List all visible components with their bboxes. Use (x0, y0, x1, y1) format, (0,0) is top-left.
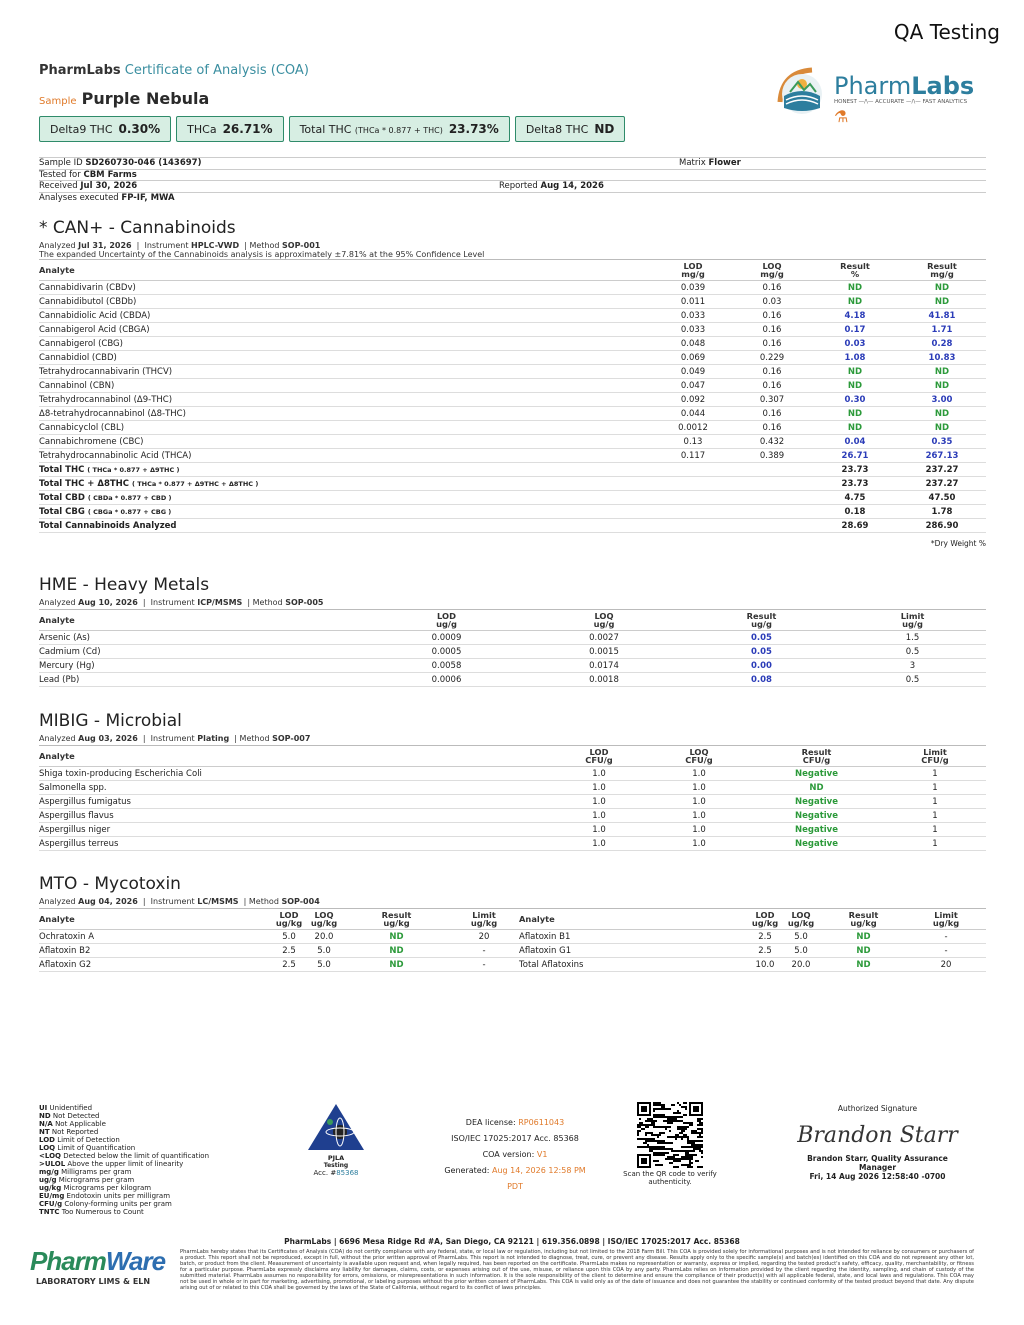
table-row (39, 323, 986, 337)
table-cell: ND (812, 295, 898, 309)
legend-item: LOD Limit of Detection (39, 1136, 120, 1144)
table-cell: 0.307 (732, 393, 812, 407)
abbreviation-legend (39, 1104, 209, 1216)
table-cell: 0.0009 (369, 631, 524, 645)
table-cell: Cannabicyclol (CBL) (39, 421, 654, 435)
dea-license: DEA license: RP0611043 (465, 1118, 565, 1127)
metals-title: HME - Heavy Metals (39, 575, 210, 595)
legend-item: <LOQ Detected below the limit of quantification (39, 1152, 210, 1160)
table-cell: ND (812, 421, 898, 435)
table-cell: Negative (749, 795, 884, 809)
column-header: LOQ ug/kg (304, 909, 344, 930)
table-cell: 0.16 (732, 407, 812, 421)
column-header: LOQ mg/g (732, 260, 812, 281)
table-row (39, 421, 986, 435)
legend-item: EU/mg Endotoxin units per milligram (39, 1192, 171, 1200)
table-cell: 20 (906, 958, 986, 972)
table-row (39, 823, 986, 837)
coa-version: COA version: V1 (482, 1150, 548, 1159)
table-cell: 0.00 (684, 659, 839, 673)
table-cell: 1.08 (812, 351, 898, 365)
table-cell: Ochratoxin A (39, 930, 274, 944)
table-cell: 0.16 (732, 281, 812, 295)
legend-item: TNTC Too Numerous to Count (39, 1208, 144, 1216)
table-row (39, 435, 986, 449)
mycotoxin-title: MTO - Mycotoxin (39, 874, 181, 894)
table-row (39, 781, 986, 795)
qr-caption: Scan the QR code to verify authenticity. (623, 1170, 717, 1186)
pharmware-logo: PharmWare LABORATORY LIMS & ELN (30, 1246, 166, 1286)
table-row (39, 281, 986, 295)
pjla-acc: Acc. #85368 (313, 1169, 359, 1177)
table-cell: 0.05 (684, 631, 839, 645)
column-header: LOQ ug/g (524, 610, 684, 631)
total-value: 1.78 (898, 505, 986, 519)
mycotoxin-meta: Analyzed Aug 04, 2026 | Instrument LC/MSMS | Method SOP-004 (39, 897, 320, 906)
column-header: Analyte (39, 746, 549, 767)
table-cell: - (906, 930, 986, 944)
mycotoxin-section (39, 874, 986, 972)
table-cell: ND (812, 281, 898, 295)
column-header: Analyte (39, 260, 654, 281)
table-cell: Cannabidiolic Acid (CBDA) (39, 309, 654, 323)
table-cell: 267.13 (898, 449, 986, 463)
table-cell: 0.092 (654, 393, 732, 407)
cannabinoids-title: * CAN+ - Cannabinoids (39, 218, 236, 238)
table-cell: 0.117 (654, 449, 732, 463)
generated-tz: PDT (507, 1182, 523, 1191)
table-row (39, 393, 986, 407)
table-cell: ND (344, 944, 449, 958)
table-cell: Arsenic (As) (39, 631, 369, 645)
table-row (39, 809, 986, 823)
table-cell: 0.048 (654, 337, 732, 351)
total-value: 28.69 (812, 519, 898, 533)
lab-address: PharmLabs | 6696 Mesa Ridge Rd #A, San Diego, CA 92121 | 619.356.0898 | ISO/IEC 17025:2017 Acc. 85368 (284, 1237, 740, 1246)
table-cell: Tetrahydrocannabinolic Acid (THCA) (39, 449, 654, 463)
column-header: LOD mg/g (654, 260, 732, 281)
table-cell: 26.71 (812, 449, 898, 463)
table-cell: Aspergillus niger (39, 823, 549, 837)
total-label: Total THC ( THCa * 0.877 + Δ9THC ) (39, 463, 812, 477)
total-value: 237.27 (898, 463, 986, 477)
doc-type: Certificate of Analysis (COA) (124, 63, 309, 78)
badge-total-thc: Total THC (THCa * 0.877 + THC) 23.73% (289, 116, 510, 142)
table-cell: 0.0012 (654, 421, 732, 435)
table-row (39, 944, 986, 958)
table-cell: Aflatoxin B2 (39, 944, 274, 958)
total-row (39, 463, 986, 477)
pjla-logo-icon (306, 1102, 366, 1152)
doc-header (39, 63, 309, 78)
table-cell: Aflatoxin G2 (39, 958, 274, 972)
total-label: Total CBD ( CBDa * 0.877 + CBD ) (39, 491, 812, 505)
table-cell: 1 (884, 781, 986, 795)
column-header: Result ug/g (684, 610, 839, 631)
pjla-badge (300, 1102, 372, 1177)
total-label: Total CBG ( CBGa * 0.877 + CBG ) (39, 505, 812, 519)
table-cell: Negative (749, 767, 884, 781)
microbial-meta: Analyzed Aug 03, 2026 | Instrument Plating | Method SOP-007 (39, 734, 311, 743)
table-cell: 20 (449, 930, 519, 944)
legend-item: N/A Not Applicable (39, 1120, 106, 1128)
info-row-id: Sample ID SD260730-046 (143697) Matrix Flower (39, 157, 986, 170)
table-cell: 1 (884, 823, 986, 837)
total-row (39, 491, 986, 505)
table-cell: ND (821, 944, 906, 958)
table-cell: Cannabigerol Acid (CBGA) (39, 323, 654, 337)
column-header: Analyte (519, 909, 749, 930)
info-row-received: Received Jul 30, 2026 Reported Aug 14, 2026 (39, 181, 986, 193)
table-cell: 0.5 (839, 673, 986, 687)
table-cell: 1.0 (649, 767, 749, 781)
table-cell: ND (812, 365, 898, 379)
table-cell: 2.5 (749, 930, 781, 944)
table-cell: 3 (839, 659, 986, 673)
microbial-title: MIBIG - Microbial (39, 711, 182, 731)
column-header: Result % (812, 260, 898, 281)
column-header: Result ug/kg (821, 909, 906, 930)
table-cell: 1.0 (649, 837, 749, 851)
table-cell: 0.16 (732, 379, 812, 393)
table-cell: 0.0015 (524, 645, 684, 659)
table-cell: 5.0 (304, 944, 344, 958)
table-cell: 1 (884, 837, 986, 851)
summary-badges (39, 116, 625, 142)
table-cell: 4.18 (812, 309, 898, 323)
table-cell: 1.0 (549, 795, 649, 809)
metals-meta: Analyzed Aug 10, 2026 | Instrument ICP/MSMS | Method SOP-005 (39, 598, 324, 607)
table-row (39, 958, 986, 972)
column-header: Analyte (39, 909, 274, 930)
sample-name: Purple Nebula (81, 89, 210, 108)
table-cell: Aflatoxin B1 (519, 930, 749, 944)
logo-emblem-icon (772, 62, 832, 120)
table-cell: Total Aflatoxins (519, 958, 749, 972)
signature-date: Fri, 14 Aug 2026 12:58:40 -0700 (809, 1172, 946, 1181)
table-cell: Δ8-tetrahydrocannabinol (Δ8-THC) (39, 407, 654, 421)
table-row (39, 295, 986, 309)
table-cell: 5.0 (274, 930, 304, 944)
table-cell: 0.03 (812, 337, 898, 351)
legend-item: ND Not Detected (39, 1112, 100, 1120)
table-cell: Cannabinol (CBN) (39, 379, 654, 393)
iso-accreditation: ISO/IEC 17025:2017 Acc. 85368 (451, 1134, 579, 1143)
total-row (39, 477, 986, 491)
table-cell: 0.047 (654, 379, 732, 393)
signer-name: Brandon Starr, Quality Assurance Manager (807, 1154, 948, 1172)
table-cell: 0.033 (654, 309, 732, 323)
table-cell: ND (821, 930, 906, 944)
total-row (39, 505, 986, 519)
info-row-analyses: Analyses executed FP-IF, MWA (39, 192, 175, 203)
table-cell: 1 (884, 795, 986, 809)
column-header: Limit ug/kg (449, 909, 519, 930)
table-cell: 1.0 (549, 767, 649, 781)
table-cell: ND (898, 407, 986, 421)
table-cell: 0.16 (732, 421, 812, 435)
table-cell: 0.0006 (369, 673, 524, 687)
table-cell: 0.16 (732, 365, 812, 379)
table-cell: - (449, 944, 519, 958)
table-row (39, 337, 986, 351)
table-cell: 0.432 (732, 435, 812, 449)
cannabinoids-table (39, 259, 986, 533)
table-row (39, 379, 986, 393)
table-cell: Tetrahydrocannabinol (Δ9-THC) (39, 393, 654, 407)
table-cell: 0.0174 (524, 659, 684, 673)
table-row (39, 449, 986, 463)
column-header: LOQ CFU/g (649, 746, 749, 767)
table-cell: 0.03 (732, 295, 812, 309)
total-value: 4.75 (812, 491, 898, 505)
table-cell: 1.71 (898, 323, 986, 337)
table-cell: 0.033 (654, 323, 732, 337)
total-label: Total THC + Δ8THC ( THCa * 0.877 + Δ9THC + Δ8THC ) (39, 477, 812, 491)
column-header: LOD ug/kg (275, 910, 303, 928)
table-cell: 0.04 (812, 435, 898, 449)
table-cell: Aspergillus fumigatus (39, 795, 549, 809)
coa-meta (430, 1115, 600, 1195)
table-cell: Aspergillus flavus (39, 809, 549, 823)
table-cell: ND (344, 930, 449, 944)
table-cell: Lead (Pb) (39, 673, 369, 687)
pharmlabs-logo (772, 62, 986, 126)
table-cell: 0.011 (654, 295, 732, 309)
table-row (39, 351, 986, 365)
legend-item: >ULOL Above the upper limit of linearity (39, 1160, 184, 1168)
table-cell: Cannabidiol (CBD) (39, 351, 654, 365)
total-value: 23.73 (812, 477, 898, 491)
table-cell: Aspergillus terreus (39, 837, 549, 851)
total-row (39, 519, 986, 533)
table-cell: ND (812, 379, 898, 393)
table-cell: 0.17 (812, 323, 898, 337)
table-cell: ND (898, 295, 986, 309)
table-cell: Cadmium (Cd) (39, 645, 369, 659)
table-cell: ND (812, 407, 898, 421)
table-cell: ND (898, 421, 986, 435)
table-cell: 0.30 (812, 393, 898, 407)
table-cell: 1.0 (549, 837, 649, 851)
info-row-tested: Tested for CBM Farms (39, 170, 986, 182)
total-value: 47.50 (898, 491, 986, 505)
table-row (39, 837, 986, 851)
table-cell: 0.05 (684, 645, 839, 659)
table-row (39, 365, 986, 379)
table-cell: Shiga toxin-producing Escherichia Coli (39, 767, 549, 781)
page-label: QA Testing (893, 20, 1000, 44)
table-cell: Cannabidibutol (CBDb) (39, 295, 654, 309)
table-cell: 0.389 (732, 449, 812, 463)
table-cell: 10.83 (898, 351, 986, 365)
badge-delta9: Delta9 THC 0.30% (39, 116, 171, 142)
table-cell: 1.0 (549, 781, 649, 795)
table-cell: ND (898, 365, 986, 379)
cannabinoids-meta: Analyzed Jul 31, 2026 | Instrument HPLC-VWD | Method SOP-001 (39, 241, 321, 250)
table-cell: ND (344, 958, 449, 972)
table-row (39, 645, 986, 659)
table-cell: 0.16 (732, 323, 812, 337)
badge-thca: THCa 26.71% (176, 116, 283, 142)
table-cell: ND (898, 281, 986, 295)
pjla-sub: Testing (323, 1162, 349, 1169)
table-cell: Cannabigerol (CBG) (39, 337, 654, 351)
signature-image: Brandon Starr (797, 1123, 958, 1148)
table-cell: Tetrahydrocannabivarin (THCV) (39, 365, 654, 379)
disclaimer: PharmLabs hereby states that its Certificates of Analysis (COA) do not certify compliance with any federal, state, or local law or regulation, including but not limited to the 2018 Farm Bill. This COA is provided solely for informational purposes and is not intended for reliance by consumers or purchasers of a product. This report shall not be reproduced, except in full, without the prior written approval of PharmLabs. This report is not intended to diagnose, treat, cure, or prevent any disease. Results apply only to the specific sample(s) and batch(es) identified on this COA and do not represent any other lot, batch, or product from the client. Measurement of uncertainty is available upon request and, when legally required, has been reported on the certificate. PharmLabs makes no representation or warranty, express or implied, regarding the tested product's safety, efficacy, quality, merchantability, or fitness for a particular purpose. PharmLabs expressly disclaims any liability for damages, claims, costs, or expenses arising out of the use, misuse, or reliance upon this COA by any party. PharmLabs relies on information provided by the client regarding the identity, sampling, and chain of custody of the submitted material. PharmLabs assumes no responsibility for errors, omissions, or misrepresentations in such information. It is the sole responsibility of the client to determine and ensure the compliance of their product(s) with all applicable federal, state, and local laws and regulations. This COA may not be used in whole or in part for marketing, advertising, promotional, or labeling purposes without the prior written consent of PharmLabs. This COA is valid only as of the date of issuance and does not guarantee the stability or continued conformity of the tested product beyond that date. Any dispute arising out of or related to this COA shall be governed by the laws of the State of California, without regard to its conflict of laws principles. (180, 1249, 974, 1291)
table-cell: - (449, 958, 519, 972)
table-cell: 0.13 (654, 435, 732, 449)
legend-item: LOQ Limit of Quantification (39, 1144, 136, 1152)
legend-item: UI Unidentified (39, 1104, 93, 1112)
signature-heading: Authorized Signature (837, 1104, 918, 1113)
table-cell: Cannabichromene (CBC) (39, 435, 654, 449)
logo-wordmark: PharmLabs ⚗ (834, 72, 975, 126)
total-value: 286.90 (898, 519, 986, 533)
metals-table (39, 609, 986, 687)
logo-tagline: HONEST —/\— ACCURATE —/\— FAST ANALYTICS (834, 99, 968, 105)
table-cell: Cannabidivarin (CBDv) (39, 281, 654, 295)
qr-block (618, 1102, 722, 1186)
table-cell: 0.5 (839, 645, 986, 659)
column-header: Limit ug/kg (906, 909, 986, 930)
table-cell: 1.0 (649, 795, 749, 809)
table-cell: 0.039 (654, 281, 732, 295)
table-row (39, 659, 986, 673)
column-header: Result mg/g (898, 260, 986, 281)
table-row (39, 309, 986, 323)
company-name: PharmLabs (39, 63, 121, 78)
dry-weight-note: *Dry Weight % (930, 539, 986, 548)
legend-item: mg/g Milligrams per gram (39, 1168, 132, 1176)
cannabinoids-section (39, 218, 986, 548)
sample-header (39, 89, 209, 108)
generated-date: Generated: Aug 14, 2026 12:58 PM (444, 1166, 586, 1175)
qr-code-icon[interactable] (637, 1102, 703, 1168)
pjla-name: PJLA (327, 1154, 345, 1162)
table-cell: 1.5 (839, 631, 986, 645)
table-cell: 0.229 (732, 351, 812, 365)
table-cell: 0.35 (898, 435, 986, 449)
microbial-table (39, 745, 986, 851)
table-cell: 1 (884, 809, 986, 823)
column-header: Limit ug/g (839, 610, 986, 631)
microbial-section (39, 711, 986, 851)
table-cell: ND (749, 781, 884, 795)
table-cell: 0.044 (654, 407, 732, 421)
table-cell: 1.0 (549, 823, 649, 837)
column-header: LOD ug/kg (749, 909, 781, 930)
table-row (39, 407, 986, 421)
table-row (39, 767, 986, 781)
table-cell: 0.0018 (524, 673, 684, 687)
table-cell: Negative (749, 823, 884, 837)
column-header: Limit CFU/g (884, 746, 986, 767)
table-cell: 5.0 (781, 930, 821, 944)
table-cell: 20.0 (304, 930, 344, 944)
table-cell: 2.5 (274, 944, 304, 958)
table-cell: Negative (749, 837, 884, 851)
total-value: 23.73 (812, 463, 898, 477)
table-cell: - (906, 944, 986, 958)
column-header: LOD ug/g (369, 610, 524, 631)
table-cell: 41.81 (898, 309, 986, 323)
table-cell: 1.0 (649, 823, 749, 837)
table-cell: 5.0 (304, 958, 344, 972)
column-header: Result CFU/g (749, 746, 884, 767)
column-header: LOQ ug/kg (781, 909, 821, 930)
table-cell: 0.049 (654, 365, 732, 379)
column-header: Result ug/kg (344, 909, 449, 930)
table-cell: Mercury (Hg) (39, 659, 369, 673)
table-cell: 0.0027 (524, 631, 684, 645)
table-cell: 3.00 (898, 393, 986, 407)
legend-item: ug/kg Micrograms per kilogram (39, 1184, 152, 1192)
column-header: Analyte (39, 610, 369, 631)
legend-item: ug/g Micrograms per gram (39, 1176, 135, 1184)
table-cell: 5.0 (781, 944, 821, 958)
total-value: 0.18 (812, 505, 898, 519)
table-cell: ND (821, 958, 906, 972)
signature-block (790, 1104, 965, 1181)
metals-section (39, 575, 986, 687)
table-row (39, 631, 986, 645)
table-cell: 0.069 (654, 351, 732, 365)
total-label: Total Cannabinoids Analyzed (39, 519, 812, 533)
sample-label: Sample (39, 96, 77, 107)
total-value: 237.27 (898, 477, 986, 491)
table-row (39, 930, 986, 944)
legend-item: NT Not Reported (39, 1128, 99, 1136)
table-cell: 0.28 (898, 337, 986, 351)
mycotoxin-table (39, 908, 986, 972)
table-cell: 2.5 (274, 958, 304, 972)
table-cell: 10.0 (749, 958, 781, 972)
uncertainty-note: The expanded Uncertainty of the Cannabinoids analysis is approximately ±7.81% at the 95% Confidence Level (39, 250, 485, 259)
table-row (39, 673, 986, 687)
table-cell: 0.08 (684, 673, 839, 687)
column-header: LOD CFU/g (549, 746, 649, 767)
table-cell: 1.0 (549, 809, 649, 823)
table-cell: ND (898, 379, 986, 393)
badge-delta8: Delta8 THC ND (515, 116, 626, 142)
table-cell: Aflatoxin G1 (519, 944, 749, 958)
legend-item: CFU/g Colony-forming units per gram (39, 1200, 172, 1208)
table-cell: 0.0005 (369, 645, 524, 659)
table-cell: Negative (749, 809, 884, 823)
table-row (39, 795, 986, 809)
table-cell: 1 (884, 767, 986, 781)
table-cell: 0.16 (732, 309, 812, 323)
table-cell: 1.0 (649, 781, 749, 795)
table-cell: 1.0 (649, 809, 749, 823)
sample-info (39, 157, 986, 203)
table-cell: Salmonella spp. (39, 781, 549, 795)
table-cell: 0.16 (732, 337, 812, 351)
table-cell: 0.0058 (369, 659, 524, 673)
table-cell: 20.0 (781, 958, 821, 972)
table-cell: 2.5 (749, 944, 781, 958)
